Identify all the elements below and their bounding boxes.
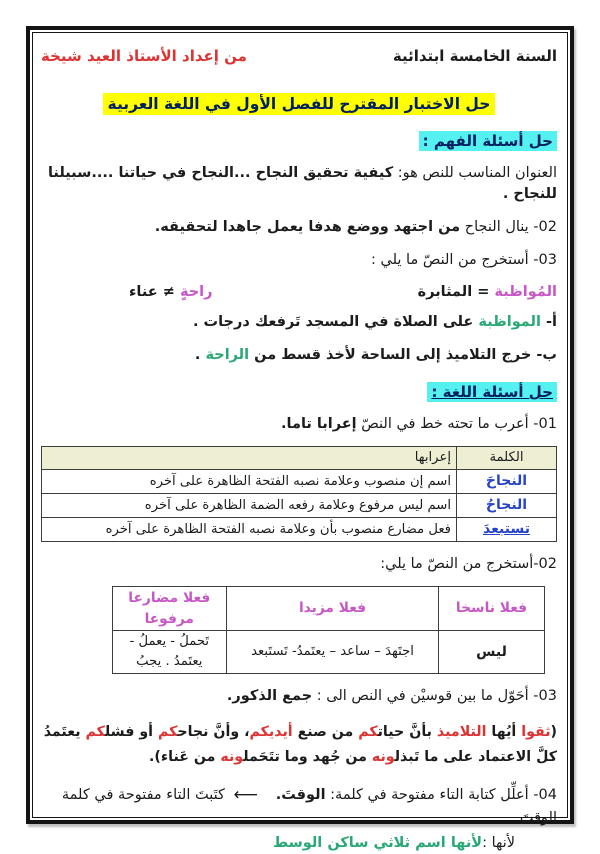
section-comprehension [41, 131, 557, 151]
irab-table [41, 446, 557, 542]
section-header-comprehension: حل أسئلة الفهم : [419, 131, 557, 151]
table-cell: ليس [439, 631, 545, 674]
table-row [112, 631, 544, 674]
lang-q1-line: 01- أعرب ما تحته خط في النصّ إعرابا تاما. [281, 416, 557, 433]
page-content [32, 32, 568, 851]
title-row [41, 93, 557, 115]
school-year-label: السنة الخامسة ابتدائية [392, 47, 557, 65]
extraction-table [112, 586, 545, 674]
section-language [41, 382, 557, 402]
table-header-cell: الكلمة [457, 447, 557, 470]
table-cell-irab: اسم ليس مرفوع وعلامة رفعه الضمة الظاهرة على آخره [42, 493, 457, 517]
synonym-pair: المُواظبة = المثابرة [417, 284, 557, 301]
table-header-row [112, 586, 544, 630]
table-cell: تَحملُ - يعملُ - يعتَمدُ . يجبُ [112, 631, 226, 674]
author-credit: من إعداد الأستاذ العيد شيخة [41, 47, 247, 65]
q2-answer-line: 02- ينال النجاح من اجتهد ووضع هدفا يعمل جاهدا لتحقيقه. [154, 219, 557, 236]
page-border [26, 26, 574, 851]
table-cell-irab: فعل مضارع منصوب بأن وعلامة نصبه الفتحة الظاهرة على آخره [42, 517, 457, 541]
page-header [41, 47, 557, 65]
lang-q3-line: 03- أحَوّل ما بين قوسيْن في النص الى : جمع الذكور. [226, 687, 557, 704]
table-header-cell: فعلا ناسخا [439, 586, 545, 630]
long-left-arrow-icon: ⟵ [233, 785, 258, 806]
synonym-antonym-row [41, 284, 557, 300]
section-header-language: حل أسئلة اللغة : [427, 382, 557, 402]
lang-q4-line: 04- أعلِّل كتابة التاء مفتوحة في كلمة: الوقتَ. ⟵ كتَبتَ التاء مفتوحة في كلمة الوقتَ [61, 785, 557, 826]
table-cell-word: النجاحَ [457, 469, 557, 493]
lang-q2-line: 02-أستخرج من النصّ ما يلي: [380, 555, 557, 572]
q4-reason-line: لأنها :لأنها اسم ثلاثي ساكن الوسط [272, 834, 515, 851]
table-cell-word: تستبعدَ [457, 517, 557, 541]
table-header-cell: إعرابها [42, 447, 457, 470]
table-header-cell: فعلا مضارعا مرفوعا [112, 586, 226, 630]
q1-answer-line: العنوان المناسب للنص هو: كيفية تحقيق النجاح ...النجاح في حياتنا ....سبيلنا للنجاح . [47, 165, 557, 203]
table-header-cell: فعلا مزيدا [227, 586, 439, 630]
quoted-paragraph: (ثقوا أيُها التلاميذ بأنَّ حيات‍‍كم من صنع أيديكم، وأنَّ نجاح‍‍كم أو فشل‍‍كم يعتَمدُ كلَّ الاعتماد على ما تَبذل‍‍ونه من جُهد وما تتَحَمل‍‍ونه من عَناء). [43, 723, 557, 766]
table-row [42, 469, 557, 493]
answer-b-line: ب- خرج التلاميذ إلى الساحة لأخذ قسط من الراحة . [194, 347, 557, 364]
table-row [42, 517, 557, 541]
table-cell: اجتَهدَ – ساعد – يعتَمدُ- تَستَبعد [227, 631, 439, 674]
answer-a-line: أ- المواظبة على الصلاة في المسجد تَرفعك درجات . [192, 314, 557, 331]
table-cell-word: النجاحُ [457, 493, 557, 517]
table-row [42, 493, 557, 517]
exam-title: حل الاختبار المقترح للفصل الأول في اللغة العربية [103, 93, 496, 115]
q3-prompt-line: 03- أستخرج من النصّ ما يلي : [371, 252, 557, 269]
table-cell-irab: اسم إن منصوب وعلامة نصبه الفتحة الظاهرة على آخره [42, 469, 457, 493]
antonym-pair: راحةٍ ≠ عناء [129, 284, 213, 301]
table-header-row [42, 447, 557, 470]
